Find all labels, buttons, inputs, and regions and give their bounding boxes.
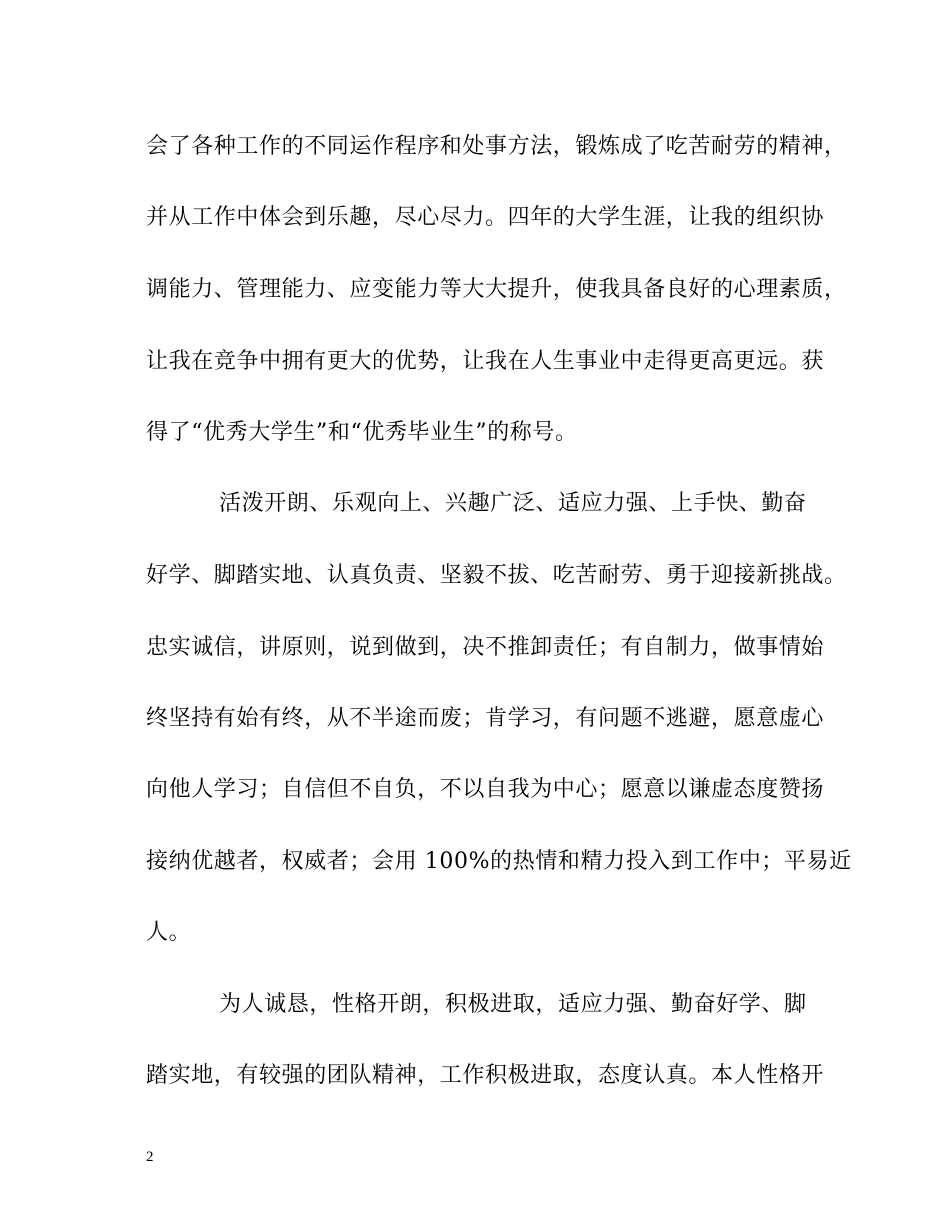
text-line: 会了各种工作的不同运作程序和处事方法，锻炼成了吃苦耐劳的精神， — [146, 134, 847, 159]
text-line: 并从工作中体会到乐趣，尽心尽力。四年的大学生涯，让我的组织协 — [146, 205, 825, 230]
text-line: 调能力、管理能力、应变能力等大大提升，使我具备良好的心理素质， — [146, 277, 847, 302]
text-line: 向他人学习；自信但不自负，不以自我为中心；愿意以谦虚态度赞扬 — [146, 777, 825, 802]
text-line: 人。 — [146, 920, 192, 945]
text-line: 为人诚恳，性格开朗，积极进取，适应力强、勤奋好学、脚 — [219, 992, 807, 1017]
text-line: 踏实地，有较强的团队精神，工作积极进取，态度认真。本人性格开 — [146, 1063, 825, 1088]
text-line: 终坚持有始有终，从不半途而废；肯学习，有问题不逃避，愿意虚心 — [146, 706, 825, 731]
text-line: 得了“优秀大学生”和“优秀毕业生”的称号。 — [146, 420, 578, 445]
text-line: 好学、脚踏实地、认真负责、坚毅不拔、吃苦耐劳、勇于迎接新挑战。 — [146, 563, 847, 588]
page-number: 2 — [146, 1149, 154, 1165]
text-line: 忠实诚信，讲原则，说到做到，决不推卸责任；有自制力，做事情始 — [146, 635, 825, 660]
text-line: 接纳优越者，权威者；会用 100%的热情和精力投入到工作中；平易近 — [146, 849, 852, 874]
text-line: 让我在竞争中拥有更大的优势，让我在人生事业中走得更高更远。获 — [146, 349, 825, 374]
text-line: 活泼开朗、乐观向上、兴趣广泛、适应力强、上手快、勤奋 — [219, 491, 807, 516]
